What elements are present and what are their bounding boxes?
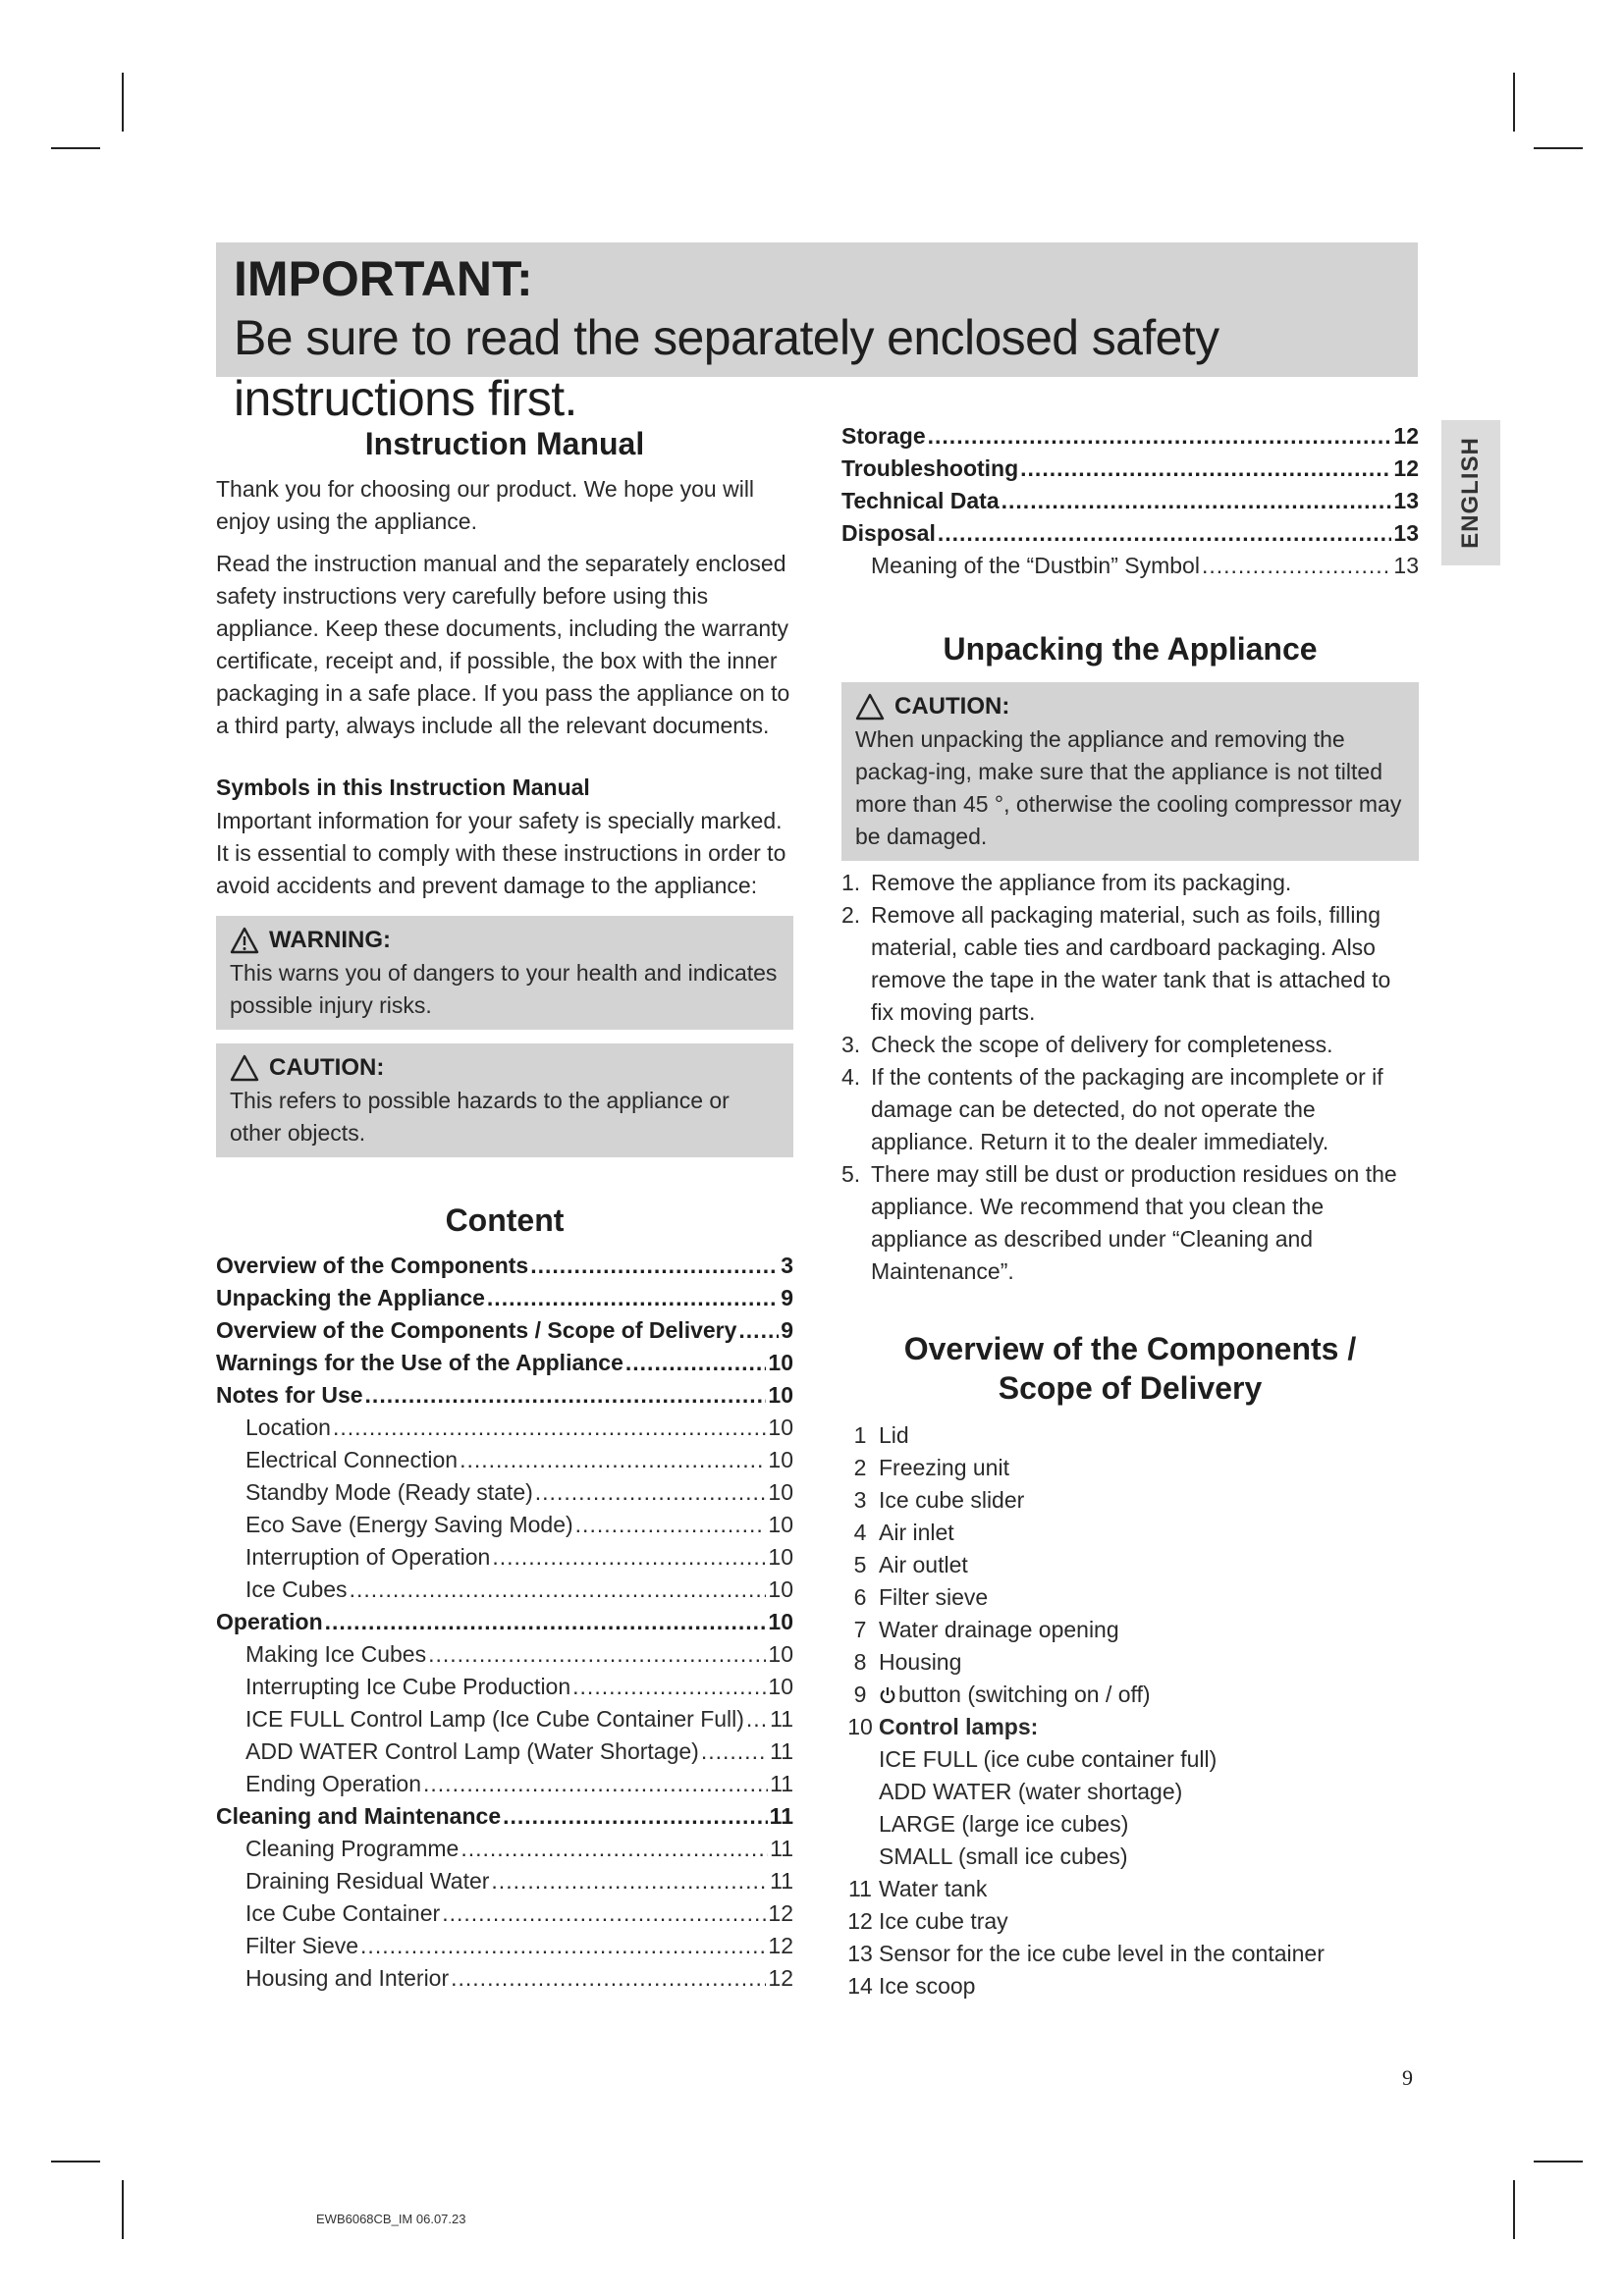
step-number: 1.	[841, 870, 861, 895]
toc-entry	[216, 1768, 793, 1800]
toc-entry-page: 10	[768, 1641, 793, 1667]
toc-entry	[216, 1930, 793, 1962]
component-number: 5	[853, 1552, 867, 1577]
toc-entry-title: Filter Sieve	[245, 1933, 359, 1958]
toc-entry-page: 12	[768, 1900, 793, 1926]
toc-entry-page: 10	[768, 1512, 793, 1537]
toc-entry	[216, 1897, 793, 1930]
warning-title	[230, 924, 780, 957]
toc-leader-dots	[487, 1282, 779, 1314]
unpacking-caution-title-text: CAUTION:	[894, 693, 1010, 720]
control-lamp-item	[841, 1743, 1419, 1776]
left-column	[216, 420, 793, 1995]
step-number: 5.	[841, 1161, 861, 1187]
toc-leader-dots	[928, 420, 1392, 453]
toc-leader-dots	[428, 1638, 766, 1671]
table-of-contents	[216, 1250, 793, 1995]
toc-entry	[841, 420, 1419, 453]
toc-entry-page: 10	[768, 1382, 793, 1408]
power-icon	[879, 1686, 896, 1704]
toc-leader-dots	[460, 1444, 766, 1476]
toc-entry	[216, 1314, 793, 1347]
toc-leader-dots	[575, 1509, 767, 1541]
toc-entry-title: Making Ice Cubes	[245, 1641, 427, 1667]
toc-entry-title: Location	[245, 1415, 331, 1440]
overview-heading-line1: Overview of the Components /	[903, 1331, 1357, 1366]
component-number: 2	[853, 1455, 867, 1480]
toc-leader-dots	[1001, 485, 1392, 517]
crop-mark	[1513, 73, 1515, 132]
toc-entry	[216, 1541, 793, 1574]
toc-entry-page: 11	[769, 1803, 793, 1829]
caution-title-text: CAUTION:	[269, 1054, 385, 1081]
toc-entry-title: Unpacking the Appliance	[216, 1285, 485, 1310]
toc-leader-dots	[325, 1606, 767, 1638]
component-item	[841, 1581, 1419, 1614]
toc-entry	[216, 1671, 793, 1703]
toc-entry-page: 10	[768, 1576, 793, 1602]
toc-entry-page: 11	[770, 1771, 793, 1796]
component-number: 8	[853, 1649, 867, 1675]
component-number: 11	[848, 1876, 872, 1901]
component-item	[841, 1549, 1419, 1581]
banner-text: Be sure to read the separately enclosed safety instructions first.	[234, 310, 1219, 426]
toc-entry-title: Interruption of Operation	[245, 1544, 491, 1570]
toc-entry	[841, 550, 1419, 582]
component-name: Water drainage opening	[879, 1617, 1119, 1642]
page-number: 9	[1402, 2065, 1413, 2090]
component-item	[841, 1452, 1419, 1484]
toc-entry-page: 10	[768, 1415, 793, 1440]
component-item	[841, 1484, 1419, 1517]
toc-leader-dots	[938, 517, 1392, 550]
toc-entry-title: Interrupting Ice Cube Production	[245, 1674, 571, 1699]
toc-entry-page: 10	[768, 1674, 793, 1699]
toc-entry-page: 13	[1393, 553, 1419, 578]
unpacking-heading: Unpacking the Appliance	[943, 631, 1318, 667]
component-name: Ice cube slider	[879, 1487, 1025, 1513]
toc-leader-dots	[701, 1735, 768, 1768]
toc-entry	[841, 517, 1419, 550]
language-tab	[1441, 420, 1500, 565]
toc-entry	[841, 485, 1419, 517]
toc-leader-dots	[451, 1962, 766, 1995]
control-lamp-item	[841, 1776, 1419, 1808]
component-number: 10	[847, 1714, 873, 1739]
toc-entry-page: 11	[770, 1868, 793, 1894]
warning-box	[216, 916, 793, 1030]
component-name: Control lamps:	[879, 1714, 1039, 1739]
toc-entry-title: Warnings for the Use of the Appliance	[216, 1350, 623, 1375]
toc-entry-title: Draining Residual Water	[245, 1868, 490, 1894]
step-text: Check the scope of delivery for completeness.	[871, 1032, 1333, 1057]
control-lamp-item	[841, 1808, 1419, 1841]
warning-title-text: WARNING:	[269, 927, 391, 953]
toc-entry	[216, 1379, 793, 1412]
component-item	[841, 1679, 1419, 1711]
footer-code: EWB6068CB_IM 06.07.23	[316, 2212, 466, 2226]
toc-entry-title: Cleaning and Maintenance	[216, 1803, 502, 1829]
toc-leader-dots	[360, 1930, 766, 1962]
component-number: 14	[847, 1973, 873, 1999]
toc-entry-title: Eco Save (Energy Saving Mode)	[245, 1512, 573, 1537]
toc-entry-title: ICE FULL Control Lamp (Ice Cube Container Full)	[245, 1706, 744, 1732]
step-number: 2.	[841, 902, 861, 928]
unpacking-caution-title	[855, 690, 1411, 723]
toc-entry	[216, 1444, 793, 1476]
component-number: 12	[847, 1908, 873, 1934]
component-item	[841, 1938, 1419, 1970]
toc-entry-title: Housing and Interior	[245, 1965, 450, 1991]
toc-entry-page: 11	[770, 1706, 793, 1732]
toc-entry	[216, 1800, 793, 1833]
caution-box	[216, 1043, 793, 1157]
step-number: 4.	[841, 1064, 861, 1090]
toc-leader-dots	[746, 1703, 768, 1735]
toc-entry-title: Standby Mode (Ready state)	[245, 1479, 533, 1505]
component-name: Sensor for the ice cube level in the container	[879, 1941, 1325, 1966]
caution-text: This refers to possible hazards to the appliance or other objects.	[230, 1088, 730, 1146]
crop-mark	[1513, 2180, 1515, 2239]
component-name	[879, 1679, 1151, 1711]
component-item	[841, 1646, 1419, 1679]
component-list	[841, 1419, 1419, 2002]
toc-entry	[216, 1476, 793, 1509]
table-of-contents-continued	[841, 420, 1419, 582]
symbols-heading: Symbols in this Instruction Manual	[216, 774, 590, 800]
toc-entry-page: 13	[1393, 520, 1419, 546]
component-name: Air inlet	[879, 1520, 954, 1545]
toc-entry-page: 3	[781, 1253, 793, 1278]
component-number: 9	[853, 1682, 867, 1707]
toc-entry-page: 10	[768, 1479, 793, 1505]
toc-entry-page: 11	[770, 1836, 793, 1861]
toc-entry-title: Disposal	[841, 520, 936, 546]
symbols-paragraph: Important information for your safety is specially marked. It is essential to comply with these instructions in order to avoid accidents and prevent damage to the appliance:	[216, 808, 786, 898]
warning-triangle-icon	[230, 927, 259, 954]
list-item	[841, 899, 1419, 1029]
component-number: 4	[853, 1520, 867, 1545]
toc-entry-page: 12	[1393, 455, 1419, 481]
toc-entry	[216, 1509, 793, 1541]
component-item	[841, 1711, 1419, 1743]
overview-heading-line2: Scope of Delivery	[998, 1370, 1263, 1406]
component-item	[841, 1873, 1419, 1905]
control-lamp-label: ICE FULL (ice cube container full)	[879, 1746, 1218, 1772]
component-number: 1	[853, 1422, 867, 1448]
unpacking-steps	[841, 867, 1419, 1288]
component-item	[841, 1614, 1419, 1646]
toc-leader-dots	[492, 1541, 766, 1574]
component-item	[841, 1419, 1419, 1452]
unpacking-caution-text: When unpacking the appliance and removing the packag-ing, make sure that the appliance is not tilted more than 45 °, otherwise the cooling compressor may be damaged.	[855, 726, 1402, 849]
component-name: Filter sieve	[879, 1584, 989, 1610]
component-item	[841, 1905, 1419, 1938]
control-lamp-label: SMALL (small ice cubes)	[879, 1843, 1128, 1869]
toc-leader-dots	[535, 1476, 767, 1509]
component-name: Housing	[879, 1649, 962, 1675]
toc-entry-page: 12	[768, 1933, 793, 1958]
crop-mark	[51, 2161, 100, 2163]
toc-entry	[216, 1250, 793, 1282]
toc-entry-title: Troubleshooting	[841, 455, 1019, 481]
caution-title	[230, 1051, 780, 1085]
toc-entry-title: Operation	[216, 1609, 323, 1634]
toc-entry	[216, 1574, 793, 1606]
instructions-paragraph: Read the instruction manual and the separately enclosed safety instructions very carefully before using this appliance. Keep these documents, including the warranty certificate, receipt and, if possible, the box with the inner packaging in a safe place. If you pass the appliance on to a third party, always include all the relevant documents.	[216, 551, 790, 738]
step-number: 3.	[841, 1032, 861, 1057]
step-text: Remove all packaging material, such as foils, filling material, cable ties and cardboard packaging. Also remove the tape in the water tank that is attached to fix moving parts.	[871, 902, 1391, 1025]
toc-entry-page: 13	[1393, 488, 1419, 513]
toc-entry	[216, 1962, 793, 1995]
component-item	[841, 1517, 1419, 1549]
toc-entry-page: 12	[1393, 423, 1419, 449]
list-item	[841, 867, 1419, 899]
component-name: Freezing unit	[879, 1455, 1009, 1480]
control-lamp-label: LARGE (large ice cubes)	[879, 1811, 1129, 1837]
component-name: Ice cube tray	[879, 1908, 1008, 1934]
toc-entry-title: Storage	[841, 423, 926, 449]
component-name: Water tank	[879, 1876, 988, 1901]
toc-leader-dots	[738, 1314, 779, 1347]
toc-entry-title: Ice Cubes	[245, 1576, 348, 1602]
list-item	[841, 1061, 1419, 1158]
toc-entry-title: Ice Cube Container	[245, 1900, 441, 1926]
toc-entry-title: Overview of the Components	[216, 1253, 529, 1278]
list-item	[841, 1158, 1419, 1288]
toc-entry	[216, 1282, 793, 1314]
important-banner	[216, 242, 1418, 426]
component-name: Ice scoop	[879, 1973, 976, 1999]
content-heading: Content	[445, 1202, 565, 1238]
list-item	[841, 1029, 1419, 1061]
toc-entry-page: 12	[768, 1965, 793, 1991]
crop-mark	[1534, 2161, 1583, 2163]
component-number: 6	[853, 1584, 867, 1610]
toc-entry	[216, 1735, 793, 1768]
toc-leader-dots	[365, 1379, 767, 1412]
crop-mark	[51, 147, 100, 149]
caution-triangle-icon	[230, 1054, 259, 1082]
warning-text: This warns you of dangers to your health and indicates possible injury risks.	[230, 960, 778, 1018]
step-text: There may still be dust or production residues on the appliance. We recommend that you clean the appliance as described under “Cleaning and Maintenance”.	[871, 1161, 1397, 1284]
toc-entry	[216, 1865, 793, 1897]
toc-entry-title: Technical Data	[841, 488, 1000, 513]
step-text: If the contents of the packaging are incomplete or if damage can be detected, do not operate the appliance. Return it to the dealer immediately.	[871, 1064, 1383, 1154]
component-name: Lid	[879, 1422, 909, 1448]
instruction-manual-heading: Instruction Manual	[364, 426, 645, 461]
right-column	[841, 420, 1419, 2002]
toc-leader-dots	[423, 1768, 768, 1800]
language-tab-label: ENGLISH	[1457, 437, 1484, 549]
intro-paragraph: Thank you for choosing our product. We hope you will enjoy using the appliance.	[216, 476, 755, 534]
crop-mark	[1534, 147, 1583, 149]
toc-entry	[216, 1703, 793, 1735]
toc-entry-page: 10	[768, 1447, 793, 1472]
component-name: Air outlet	[879, 1552, 968, 1577]
unpacking-caution-box	[841, 682, 1419, 861]
caution-triangle-icon	[855, 693, 885, 721]
toc-leader-dots	[530, 1250, 779, 1282]
component-name-text: button (switching on / off)	[898, 1682, 1151, 1707]
toc-leader-dots	[503, 1800, 768, 1833]
toc-entry	[841, 453, 1419, 485]
toc-entry	[216, 1347, 793, 1379]
toc-entry	[216, 1833, 793, 1865]
toc-entry-title: Ending Operation	[245, 1771, 422, 1796]
crop-mark	[122, 2180, 124, 2239]
banner-title: IMPORTANT:	[234, 251, 533, 306]
toc-entry-page: 10	[768, 1350, 793, 1375]
toc-entry-page: 9	[781, 1317, 793, 1343]
toc-leader-dots	[1202, 550, 1391, 582]
toc-entry-page: 10	[768, 1544, 793, 1570]
control-lamp-label: ADD WATER (water shortage)	[879, 1779, 1183, 1804]
crop-mark	[122, 73, 124, 132]
component-number: 3	[853, 1487, 867, 1513]
toc-entry-title: Meaning of the “Dustbin” Symbol	[871, 553, 1200, 578]
toc-entry-title: Electrical Connection	[245, 1447, 459, 1472]
toc-leader-dots	[1020, 453, 1391, 485]
component-number: 7	[853, 1617, 867, 1642]
toc-leader-dots	[572, 1671, 766, 1703]
overview-heading	[841, 1329, 1419, 1408]
toc-entry-title: Overview of the Components / Scope of Delivery	[216, 1317, 737, 1343]
toc-leader-dots	[333, 1412, 766, 1444]
toc-entry	[216, 1638, 793, 1671]
toc-entry-title: Notes for Use	[216, 1382, 363, 1408]
toc-entry	[216, 1412, 793, 1444]
component-item	[841, 1970, 1419, 2002]
step-text: Remove the appliance from its packaging.	[871, 870, 1292, 895]
control-lamp-item	[841, 1841, 1419, 1873]
toc-entry-page: 10	[768, 1609, 793, 1634]
toc-entry-title: Cleaning Programme	[245, 1836, 460, 1861]
toc-leader-dots	[625, 1347, 767, 1379]
toc-leader-dots	[491, 1865, 768, 1897]
toc-leader-dots	[350, 1574, 767, 1606]
toc-entry-page: 9	[781, 1285, 793, 1310]
toc-leader-dots	[442, 1897, 766, 1930]
component-number: 13	[847, 1941, 873, 1966]
toc-entry	[216, 1606, 793, 1638]
toc-leader-dots	[460, 1833, 768, 1865]
toc-entry-page: 11	[770, 1738, 793, 1764]
toc-entry-title: ADD WATER Control Lamp (Water Shortage)	[245, 1738, 699, 1764]
